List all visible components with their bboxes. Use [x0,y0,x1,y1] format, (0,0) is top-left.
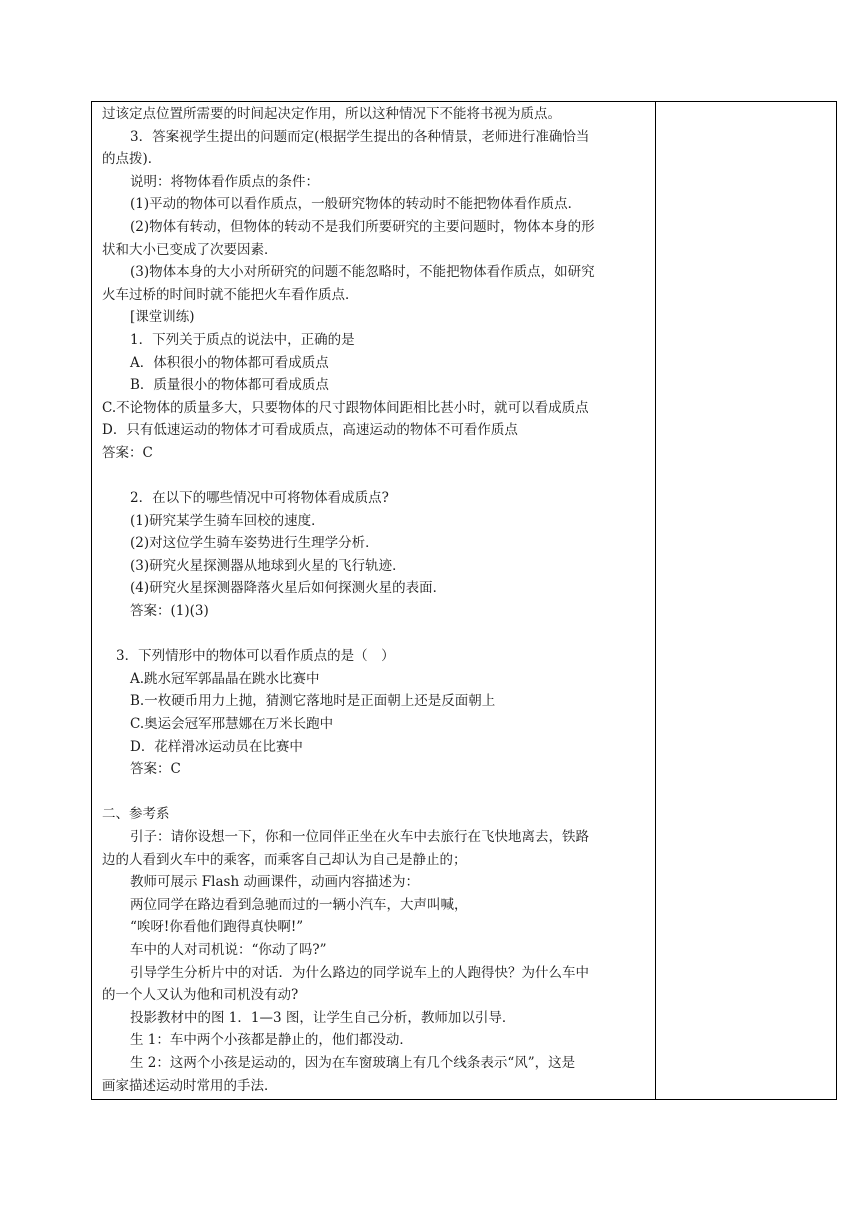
text-line: C.不论物体的质量多大，只要物体的尺寸跟物体间距相比甚小时，就可以看成质点 [102,399,589,416]
text-line: 引导学生分析片中的对话．为什么路边的同学说车上的人跑得快？为什么车中 [130,964,589,981]
text-line: D．花样滑冰运动员在比赛中 [130,738,303,755]
text-line: 车中的人对司机说：“你动了吗?” [130,941,327,958]
text-line: 答案：(1)(3) [130,603,209,620]
text-line: (3)物体本身的大小对所研究的问题不能忽略时，不能把物体看作质点，如研究 [130,264,595,281]
column-divider [655,101,656,1100]
text-line: 二、参考系 [102,806,170,823]
text-line: (4)研究火星探测器降落火星后如何探测火星的表面． [130,580,447,597]
text-line: (3)研究火星探测器从地球到火星的飞行轨迹． [130,557,406,574]
text-line: C.奥运会冠军邢慧娜在万米长跑中 [130,716,334,733]
text-line: 画家描述运动时常用的手法． [102,1077,278,1094]
blank-line [102,465,650,488]
text-line: 的点拨)． [102,151,162,168]
text-line: 生 2：这两个小孩是运动的，因为在车窗玻璃上有几个线条表示“风”，这是 [130,1054,576,1071]
text-line: 答案：C [130,761,181,778]
text-line: (2)物体有转动，但物体的转动不是我们所要研究的主要问题时，物体本身的形 [130,218,595,235]
text-line: 边的人看到火车中的乘客，而乘客自己却认为自己是静止的； [102,851,467,868]
text-line: D．只有低速运动的物体才可看成质点，高速运动的物体不可看作质点 [102,422,518,439]
text-line: A.跳水冠军郭晶晶在跳水比赛中 [130,670,320,687]
lesson-text-column [102,103,650,1097]
text-line: 引子：请你设想一下，你和一位同伴正坐在火车中去旅行在飞快地离去，铁路 [130,829,589,845]
text-line: (2)对这位学生骑车姿势进行生理学分析． [130,535,379,552]
text-line: (1)研究某学生骑车回校的速度． [130,512,325,529]
text-line: 两位同学在路边看到急驰而过的一辆小汽车，大声叫喊， [130,896,468,913]
blank-line [102,623,650,646]
text-line: 的一个人又认为他和司机没有动? [102,987,299,1004]
text-line: 状和大小已变成了次要因素． [102,241,278,258]
text-line: 火车过桥的时间时就不能把火车看作质点． [102,286,359,303]
text-line: 说明：将物体看作质点的条件： [130,173,319,190]
text-line: “唉呀!你看他们跑得真快啊!” [130,919,304,936]
text-line: A．体积很小的物体都可看成质点 [130,354,329,371]
text-line: (1)平动的物体可以看作质点，一般研究物体的转动时不能把物体看作质点． [130,196,582,213]
blank-line [102,781,650,804]
text-line: 3．答案视学生提出的问题而定(根据学生提出的各种情景，老师进行准确恰当 [130,128,590,145]
text-line: 3．下列情形中的物体可以看作质点的是（ ） [116,648,395,665]
text-line: 生 1：车中两个小孩都是静止的，他们都没动． [130,1032,413,1049]
text-line: 过该定点位置所需要的时间起决定作用，所以这种情况下不能将书视为质点。 [102,106,561,122]
text-line: 答案：C [102,444,153,461]
text-line: B．质量很小的物体都可看成质点 [130,377,329,394]
text-line: 2．在以下的哪些情况中可将物体看成质点? [130,490,389,507]
text-line: 1．下列关于质点的说法中，正确的是 [130,331,355,348]
text-line: B.一枚硬币用力上抛，猜测它落地时是正面朝上还是反面朝上 [130,693,496,710]
text-line: [课堂训练) [130,309,195,326]
text-line: 教师可展示 Flash 动画课件，动画内容描述为： [130,874,419,891]
text-line: 投影教材中的图 1．1—3 图，让学生自己分析，教师加以引导． [130,1009,516,1026]
